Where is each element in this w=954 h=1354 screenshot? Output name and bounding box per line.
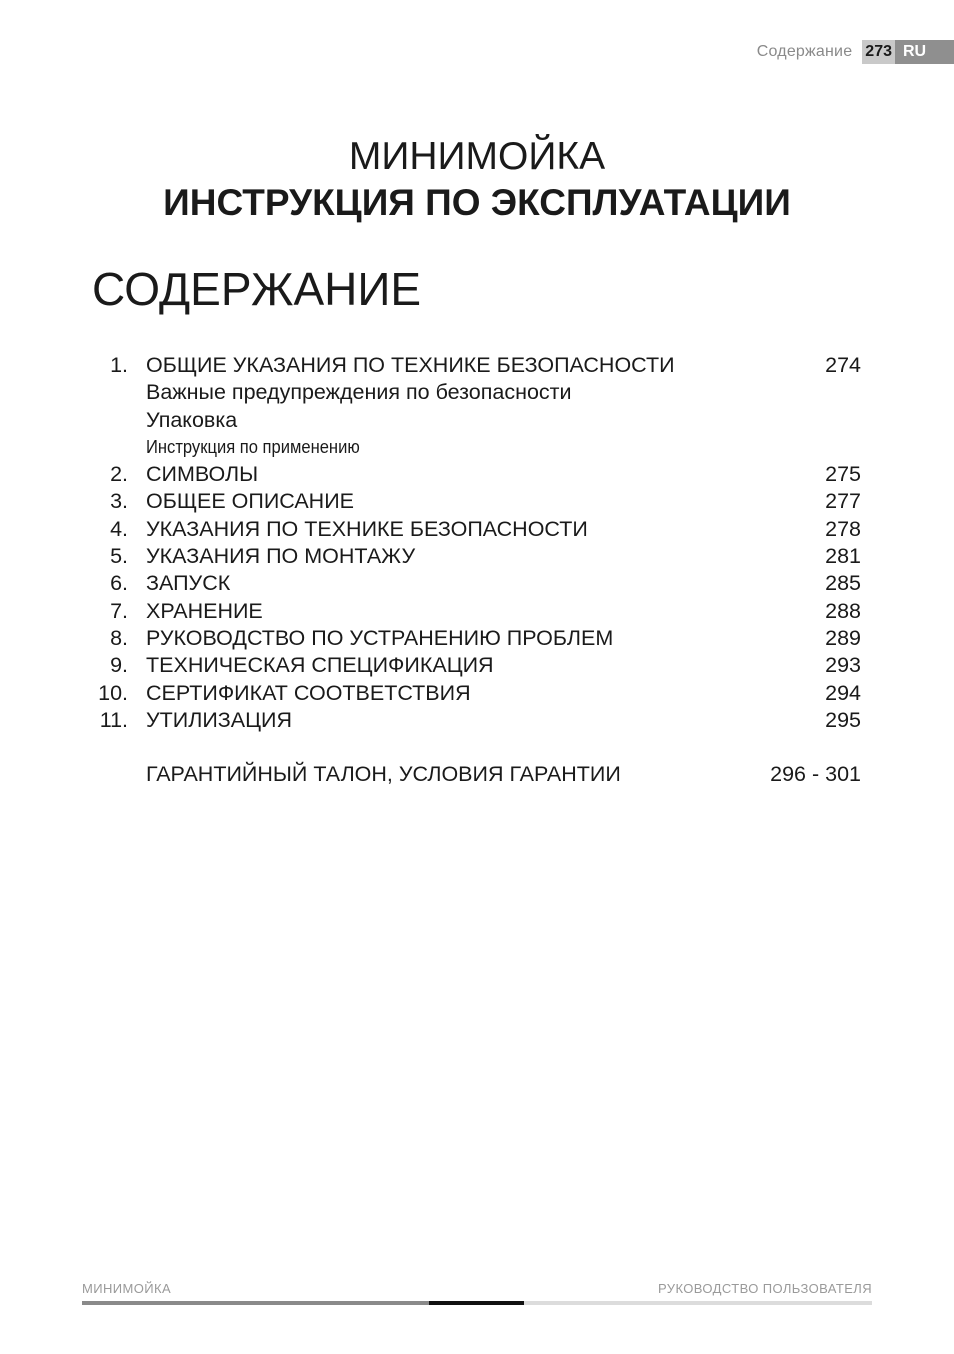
contents-heading: СОДЕРЖАНИЕ [92,263,422,315]
toc-subrow[interactable] [0,434,954,461]
footer-divider-right [524,1301,872,1305]
toc-title: ОБЩИЕ УКАЗАНИЯ ПО ТЕХНИКЕ БЕЗОПАСНОСТИ [146,353,675,377]
toc-title: РУКОВОДСТВО ПО УСТРАНЕНИЮ ПРОБЛЕМ [146,625,614,650]
toc-page: 281 [825,544,861,569]
product-title: МИНИМОЙКА [348,135,606,178]
toc-page: 294 [825,680,861,705]
toc-page: 285 [825,571,861,596]
toc-row[interactable] [0,570,954,597]
toc-number: 7. [110,598,128,623]
toc-row[interactable] [0,652,954,679]
toc-title: ОБЩЕЕ ОПИСАНИЕ [146,489,354,514]
toc-title: УТИЛИЗАЦИЯ [146,707,293,732]
toc-number: 5. [110,544,128,569]
toc-number: 6. [110,571,128,596]
toc-row[interactable] [0,680,954,707]
page-header [757,40,954,64]
toc-subtitle: Инструкция по применению [146,436,360,457]
toc-title: СИМВОЛЫ [146,462,259,487]
toc-title: УКАЗАНИЯ ПО ТЕХНИКЕ БЕЗОПАСНОСТИ [146,516,588,541]
toc-page: 274 [825,353,861,377]
toc-page: 295 [825,707,861,732]
toc-number: 1. [110,353,128,377]
toc-subtitle: Упаковка [146,407,238,432]
toc-title: ГАРАНТИЙНЫЙ ТАЛОН, УСЛОВИЯ ГАРАНТИИ [146,762,621,787]
toc-page: 296 - 301 [770,762,861,787]
toc-title: СЕРТИФИКАТ СООТВЕТСТВИЯ [146,680,471,705]
toc-number: 8. [110,625,128,650]
toc-page: 288 [825,598,861,623]
toc-row[interactable] [0,598,954,625]
toc-page: 289 [825,625,861,650]
toc-title: ХРАНЕНИЕ [146,598,263,623]
document-title: ИНСТРУКЦИЯ ПО ЭКСПЛУАТАЦИИ [163,182,791,223]
footer-product-name: МИНИМОЙКА [82,1281,172,1296]
toc-spacer [0,734,954,761]
table-of-contents [0,352,954,788]
header-page-number: 273 [862,40,895,64]
title-block [0,134,954,226]
footer-divider-left [82,1301,429,1305]
toc-row[interactable] [0,461,954,488]
toc-title: ЗАПУСК [146,571,231,596]
toc-page: 278 [825,516,861,541]
header-section-title: Содержание [756,43,853,60]
toc-row[interactable] [0,516,954,543]
toc-subrow[interactable] [0,379,954,406]
toc-subtitle: Важные предупреждения по безопасности [146,380,572,405]
footer-document-name: РУКОВОДСТВО ПОЛЬЗОВАТЕЛЯ [658,1281,872,1296]
toc-title: УКАЗАНИЯ ПО МОНТАЖУ [146,544,416,569]
header-language-badge: RU [895,40,954,64]
toc-number: 3. [110,489,128,514]
toc-title: ТЕХНИЧЕСКАЯ СПЕЦИФИКАЦИЯ [146,653,494,678]
toc-row[interactable] [0,488,954,515]
toc-page: 293 [825,653,861,678]
toc-row-warranty[interactable] [0,761,954,788]
toc-number: 4. [110,516,128,541]
toc-subrow[interactable] [0,407,954,434]
toc-row[interactable] [0,543,954,570]
toc-number: 2. [110,462,128,487]
toc-number: 10. [98,680,128,705]
toc-page: 277 [825,489,861,514]
toc-number: 11. [99,707,128,732]
toc-number: 9. [110,653,128,678]
footer-divider-center [429,1301,524,1305]
toc-row[interactable] [0,707,954,734]
toc-row[interactable] [0,625,954,652]
toc-row[interactable] [0,352,954,379]
toc-page: 275 [825,462,861,487]
